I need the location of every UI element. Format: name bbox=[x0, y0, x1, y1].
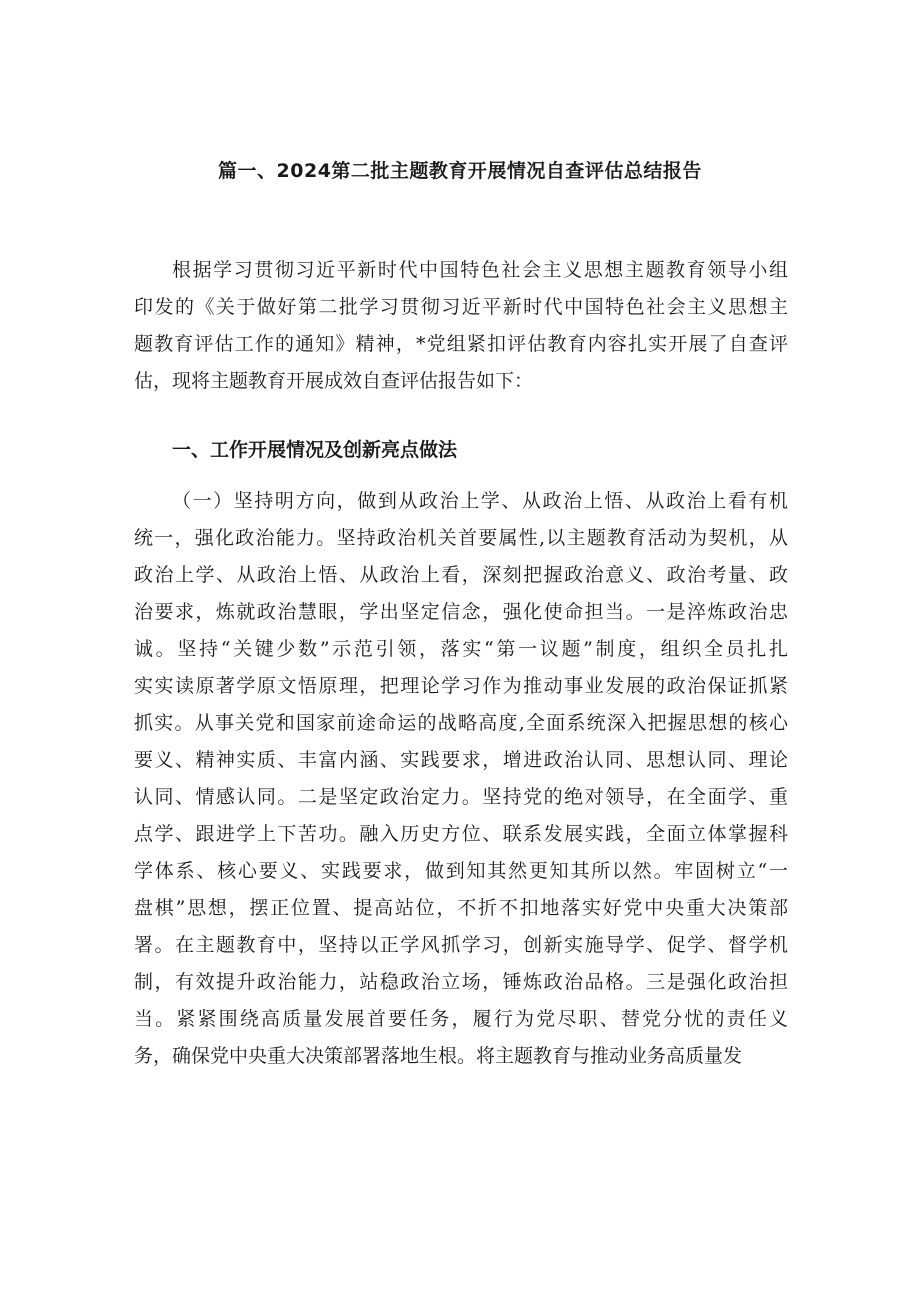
paragraph-line: 盘棋”思想，摆正位置、提高站位，不折不扣地落实好党中央重大决策部 bbox=[134, 897, 788, 919]
intro-paragraph bbox=[134, 252, 788, 400]
paragraph-line: 根据学习贯彻习近平新时代中国特色社会主义思想主题教育领导小组 bbox=[172, 259, 788, 281]
paragraph-line: 题教育评估工作的通知》精神，*党组紧扣评估教育内容扎实开展了自查评 bbox=[134, 333, 788, 355]
paragraph-line: 抓实。从事关党和国家前途命运的战略高度,全面系统深入把握思想的核心 bbox=[134, 712, 788, 734]
paragraph-line: 实实读原著学原文悟原理，把理论学习作为推动事业发展的政治保证抓紧 bbox=[134, 675, 788, 697]
paragraph-line: 认同、情感认同。二是坚定政治定力。坚持党的绝对领导，在全面学、重 bbox=[134, 786, 788, 808]
paragraph-line: 治要求，炼就政治慧眼，学出坚定信念，强化使命担当。一是淬炼政治忠 bbox=[134, 601, 788, 623]
paragraph-line: 点学、跟进学上下苦功。融入历史方位、联系发展实践，全面立体掌握科 bbox=[134, 823, 788, 845]
paragraph-line: 估，现将主题教育开展成效自查评估报告如下： bbox=[134, 370, 534, 392]
document-title: 篇一、2024第二批主题教育开展情况自查评估总结报告 bbox=[218, 160, 702, 182]
paragraph-line: 统一，强化政治能力。坚持政治机关首要属性,以主题教育活动为契机，从 bbox=[134, 527, 788, 549]
paragraph-line: 当。紧紧围绕高质量发展首要任务，履行为党尽职、替党分忧的责任义 bbox=[134, 1008, 788, 1030]
paragraph-line: 要义、精神实质、丰富内涵、实践要求，增进政治认同、思想认同、理论 bbox=[134, 749, 788, 771]
paragraph-line: 务，确保党中央重大决策部署落地生根。将主题教育与推动业务高质量发 bbox=[134, 1045, 743, 1067]
paragraph-line: （一）坚持明方向，做到从政治上学、从政治上悟、从政治上看有机 bbox=[172, 490, 788, 512]
paragraph-line: 政治上学、从政治上悟、从政治上看，深刻把握政治意义、政治考量、政 bbox=[134, 564, 788, 586]
paragraph-line: 诚。坚持“关键少数”示范引领，落实“第一议题”制度，组织全员扎扎 bbox=[134, 638, 788, 660]
section-heading: 一、工作开展情况及创新亮点做法 bbox=[172, 439, 458, 461]
paragraph-line: 印发的《关于做好第二批学习贯彻习近平新时代中国特色社会主义思想主 bbox=[134, 296, 788, 318]
paragraph-line: 署。在主题教育中，坚持以正学风抓学习，创新实施导学、促学、督学机 bbox=[134, 934, 788, 956]
section-paragraph bbox=[134, 483, 788, 1075]
paragraph-line: 学体系、核心要义、实践要求，做到知其然更知其所以然。牢固树立“一 bbox=[134, 860, 788, 882]
paragraph-line: 制，有效提升政治能力，站稳政治立场，锤炼政治品格。三是强化政治担 bbox=[134, 971, 788, 993]
